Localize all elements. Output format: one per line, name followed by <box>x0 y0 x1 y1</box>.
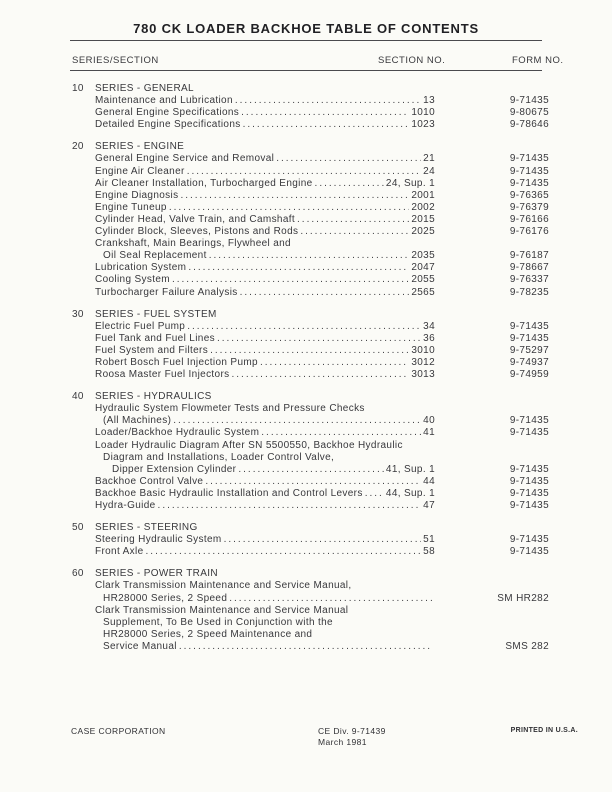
dot-leader <box>158 500 422 512</box>
series-number-column <box>72 287 95 299</box>
toc-entry-line <box>72 357 549 369</box>
footer-company: CASE CORPORATION <box>71 726 166 736</box>
entry-section-no: 34 <box>423 320 435 332</box>
entry-body <box>95 403 435 415</box>
toc-entry-line <box>72 605 549 617</box>
entry-label: Front Axle <box>95 546 144 558</box>
dot-leader <box>276 153 421 165</box>
toc-section-30 <box>72 309 549 382</box>
entry-form-no: 9-78235 <box>509 286 549 298</box>
toc-entry-line <box>72 476 549 488</box>
toc-entry-line <box>72 345 549 357</box>
entry-section-no: 2047 <box>411 262 435 274</box>
series-number-column <box>72 464 95 476</box>
entry-section-no: 2015 <box>411 213 435 225</box>
section-heading-row <box>72 522 549 534</box>
col-header-form-no: FORM NO. <box>512 55 564 66</box>
toc-entry-line <box>72 617 549 629</box>
series-number-column <box>72 250 95 262</box>
entry-label: Steering Hydraulic System <box>95 534 222 546</box>
entry-section-no: 3010 <box>411 344 435 356</box>
entry-form-no <box>435 605 549 617</box>
series-number-column <box>72 238 95 250</box>
column-headers <box>0 55 612 67</box>
entry-form-no: SMS 282 <box>505 640 549 652</box>
entry-label: Diagram and Installations, Loader Control Valve, <box>103 451 335 463</box>
entry-form-no: 9-71435 <box>509 165 549 177</box>
entry-label: (All Machines) <box>103 415 172 427</box>
entry-body <box>95 238 435 250</box>
entry-label: Engine Diagnosis <box>95 189 179 201</box>
dot-leader <box>297 214 409 226</box>
entry-label: Loader/Backhoe Hydraulic System <box>95 427 260 439</box>
series-number-column <box>72 546 95 558</box>
entry-form-no: 9-78646 <box>509 119 549 131</box>
entry-label: Clark Transmission Maintenance and Service Manual, <box>95 580 352 592</box>
series-number-column <box>72 274 95 286</box>
series-number-column <box>72 593 95 605</box>
entry-section-no: 2035 <box>411 250 435 262</box>
series-number-column <box>72 440 95 452</box>
col-header-series-section: SERIES/SECTION <box>72 55 159 66</box>
footer-publication-info <box>318 726 386 747</box>
series-number-column <box>72 95 95 107</box>
toc-entry-line <box>72 250 549 262</box>
series-number-column <box>72 580 95 592</box>
entry-label: Maintenance and Lubrication <box>95 95 233 107</box>
series-number-column <box>72 214 95 226</box>
entry-section-no: 41, Sup. 1 <box>385 463 435 475</box>
entry-form-no: 9-71435 <box>509 475 549 487</box>
series-number-column <box>72 629 95 641</box>
entry-body <box>95 476 435 488</box>
entry-form-no: 9-76337 <box>509 274 549 286</box>
entry-body <box>95 464 435 476</box>
series-number: 30 <box>72 308 84 320</box>
entry-form-no <box>435 617 549 629</box>
section-heading-text: SERIES - HYDRAULICS <box>95 391 212 403</box>
series-number-column <box>72 476 95 488</box>
entry-form-no <box>435 452 549 464</box>
dot-leader <box>179 641 433 653</box>
series-number-column <box>72 321 95 333</box>
series-number-column <box>72 427 95 439</box>
entry-body <box>95 345 435 357</box>
dot-leader <box>224 534 422 546</box>
entry-form-no: SM HR282 <box>497 592 549 604</box>
series-number: 60 <box>72 568 84 580</box>
entry-body <box>95 605 435 617</box>
toc-entry-line <box>72 440 549 452</box>
entry-label: Fuel System and Filters <box>95 344 209 356</box>
toc-entry-line <box>72 580 549 592</box>
section-heading-text: SERIES - STEERING <box>95 522 198 534</box>
entry-body <box>95 534 435 546</box>
entry-form-no: 9-71435 <box>509 332 549 344</box>
entry-body <box>95 190 435 202</box>
entry-body <box>95 593 435 605</box>
toc-entry-line <box>72 238 549 250</box>
entry-body <box>95 629 435 641</box>
series-number: 20 <box>72 141 84 153</box>
entry-body <box>95 166 435 178</box>
entry-body <box>95 214 435 226</box>
toc-entry-line <box>72 369 549 381</box>
series-number-column <box>72 369 95 381</box>
series-number-column <box>72 107 95 119</box>
toc-entry-line <box>72 593 549 605</box>
entry-label: Cylinder Head, Valve Train, and Camshaft <box>95 213 296 225</box>
entry-label: Clark Transmission Maintenance and Service Manual <box>95 604 349 616</box>
entry-label: Engine Tuneup <box>95 201 167 213</box>
dot-leader <box>229 593 433 605</box>
dot-leader <box>188 262 409 274</box>
entry-label: Cooling System <box>95 274 170 286</box>
series-number-column <box>72 153 95 165</box>
series-number-column <box>72 403 95 415</box>
entry-form-no: 9-71435 <box>509 500 549 511</box>
entry-label: Hydra-Guide <box>95 500 156 511</box>
entry-body <box>95 274 435 286</box>
entry-body <box>95 250 435 262</box>
entry-section-no: 24, Sup. 1 <box>385 177 435 189</box>
entry-section-no: 36 <box>423 332 435 344</box>
dot-leader <box>205 476 421 488</box>
toc-entry-line <box>72 178 549 190</box>
toc-entry-line <box>72 333 549 345</box>
toc-entry-line <box>72 641 549 653</box>
toc-entry-line <box>72 488 549 500</box>
series-number-column <box>72 333 95 345</box>
series-number-column <box>72 452 95 464</box>
section-heading-text: SERIES - GENERAL <box>95 83 194 94</box>
entry-form-no: 9-76365 <box>509 189 549 201</box>
entry-form-no: 9-76176 <box>509 226 549 238</box>
entry-body <box>95 546 435 558</box>
series-number-column <box>72 262 95 274</box>
dot-leader <box>180 190 409 202</box>
entry-section-no: 40 <box>423 415 435 427</box>
entry-section-no: 3013 <box>411 369 435 381</box>
toc-entry-line <box>72 534 549 546</box>
entry-form-no: 9-71435 <box>509 546 549 558</box>
entry-form-no <box>435 238 549 250</box>
entry-form-no: 9-71435 <box>509 427 549 439</box>
toc-entry-line <box>72 464 549 476</box>
section-heading-row <box>72 309 549 321</box>
toc-entry-line <box>72 629 549 641</box>
entry-body <box>95 178 435 190</box>
toc-entry-line <box>72 262 549 274</box>
series-number-column <box>72 202 95 214</box>
entry-body <box>95 440 435 452</box>
dot-leader <box>232 369 410 381</box>
series-number-column <box>72 345 95 357</box>
entry-section-no: 44 <box>423 475 435 487</box>
entry-form-no <box>435 629 549 641</box>
dot-leader <box>146 546 422 558</box>
entry-label: Engine Air Cleaner <box>95 165 185 177</box>
series-number-column <box>72 605 95 617</box>
entry-body <box>95 580 435 592</box>
entry-form-no: 9-71435 <box>509 415 549 427</box>
toc-entry-line <box>72 287 549 299</box>
entry-section-no: 2055 <box>411 274 435 286</box>
dot-leader <box>243 119 410 131</box>
entry-label: Supplement, To Be Used in Conjunction with the <box>103 616 333 628</box>
entry-section-no: 2001 <box>411 189 435 201</box>
entry-section-no: 58 <box>423 546 435 558</box>
entry-label: Cylinder Block, Sleeves, Pistons and Rods <box>95 226 299 238</box>
dot-leader <box>300 226 409 238</box>
entry-form-no: 9-76166 <box>509 213 549 225</box>
series-number-column <box>72 357 95 369</box>
dot-leader <box>217 333 421 345</box>
entry-section-no: 41 <box>423 427 435 439</box>
entry-form-no: 9-76187 <box>509 250 549 262</box>
toc-entry-line <box>72 500 549 512</box>
entry-label: Detailed Engine Specifications <box>95 119 241 131</box>
entry-form-no: 9-71435 <box>509 534 549 546</box>
title-underline-rule <box>70 40 542 41</box>
entry-section-no: 1023 <box>411 119 435 131</box>
section-heading-row <box>72 141 549 153</box>
dot-leader <box>173 415 421 427</box>
entry-label: Fuel Tank and Fuel Lines <box>95 332 215 344</box>
entry-form-no: 9-71435 <box>509 487 549 499</box>
series-number-column <box>72 641 95 653</box>
toc-entry-line <box>72 427 549 439</box>
toc-entry-line <box>72 153 549 165</box>
dot-leader <box>365 488 384 500</box>
series-number-column <box>72 190 95 202</box>
entry-section-no: 2025 <box>411 226 435 238</box>
entry-form-no: 9-76379 <box>509 201 549 213</box>
entry-section-no: 1010 <box>411 107 435 119</box>
entry-section-no: 51 <box>423 534 435 546</box>
entry-form-no: 9-74959 <box>509 369 549 381</box>
entry-label: General Engine Service and Removal <box>95 153 275 165</box>
series-number-column <box>72 617 95 629</box>
entry-label: Roosa Master Fuel Injectors <box>95 369 230 381</box>
series-number-column <box>72 415 95 427</box>
dot-leader <box>187 166 421 178</box>
entry-label: Robert Bosch Fuel Injection Pump <box>95 356 258 368</box>
dot-leader <box>240 287 410 299</box>
entry-label: Electric Fuel Pump <box>95 320 186 332</box>
entry-label: Turbocharger Failure Analysis <box>95 286 238 298</box>
section-heading-text: SERIES - POWER TRAIN <box>95 568 218 580</box>
series-number: 50 <box>72 522 84 534</box>
entry-form-no: 9-78667 <box>509 262 549 274</box>
dot-leader <box>238 464 384 476</box>
entry-label: Loader Hydraulic Diagram After SN 5500550, Backhoe Hydraulic <box>95 439 403 451</box>
footer-division: CE Div. 9-71439 <box>318 726 386 736</box>
section-heading-text: SERIES - ENGINE <box>95 141 185 153</box>
toc-entry-line <box>72 546 549 558</box>
page-footer <box>0 724 612 754</box>
dot-leader <box>315 178 384 190</box>
dot-leader <box>260 357 409 369</box>
entry-body <box>95 641 435 653</box>
dot-leader <box>169 202 410 214</box>
entry-label: Lubrication System <box>95 262 187 274</box>
entry-form-no: 9-71435 <box>509 153 549 165</box>
section-heading-row <box>72 391 549 403</box>
entry-form-no <box>435 580 549 592</box>
toc-entry-line <box>72 226 549 238</box>
entry-body <box>95 357 435 369</box>
entry-body <box>95 153 435 165</box>
page-title: 780 CK LOADER BACKHOE TABLE OF CONTENTS <box>133 21 479 36</box>
dot-leader <box>187 321 421 333</box>
entry-section-no: 21 <box>423 153 435 165</box>
entry-body <box>95 452 435 464</box>
entry-body <box>95 369 435 381</box>
entry-body <box>95 287 435 299</box>
series-number-column <box>72 166 95 178</box>
entry-label: Service Manual <box>103 640 177 652</box>
entry-label: Dipper Extension Cylinder <box>112 463 237 475</box>
entry-body <box>95 415 435 427</box>
entry-label: Backhoe Control Valve <box>95 475 204 487</box>
entry-label: Crankshaft, Main Bearings, Flywheel and <box>95 238 291 250</box>
series-number-column <box>72 226 95 238</box>
header-underline-rule <box>70 70 542 71</box>
entry-form-no: 9-71435 <box>509 320 549 332</box>
entry-label: General Engine Specifications <box>95 107 240 119</box>
entry-form-no: 9-80675 <box>509 107 549 119</box>
entry-body <box>95 427 435 439</box>
toc-section-40 <box>72 391 549 512</box>
toc-entry-line <box>72 190 549 202</box>
entry-label: Backhoe Basic Hydraulic Installation and Control Levers <box>95 487 363 499</box>
toc-entry-line <box>72 107 549 119</box>
footer-date: March 1981 <box>318 736 367 747</box>
entry-body <box>95 500 435 512</box>
series-number-column <box>72 500 95 512</box>
entry-form-no: 9-75297 <box>509 344 549 356</box>
entry-form-no: 9-71435 <box>509 177 549 189</box>
entry-body <box>95 262 435 274</box>
dot-leader <box>241 107 409 119</box>
section-heading-row <box>72 568 549 580</box>
entry-label: HR28000 Series, 2 Speed Maintenance and <box>103 628 313 640</box>
series-number-column <box>72 178 95 190</box>
entry-label: HR28000 Series, 2 Speed <box>103 592 228 604</box>
series-number: 10 <box>72 83 84 94</box>
table-of-contents <box>72 83 549 653</box>
entry-section-no: 3012 <box>411 356 435 368</box>
toc-entry-line <box>72 321 549 333</box>
entry-section-no: 24 <box>423 165 435 177</box>
toc-entry-line <box>72 119 549 131</box>
toc-entry-line <box>72 415 549 427</box>
entry-section-no: 2565 <box>411 286 435 298</box>
toc-entry-line <box>72 166 549 178</box>
entry-body <box>95 488 435 500</box>
entry-section-no: 44, Sup. 1 <box>385 487 435 499</box>
section-heading-row <box>72 83 549 95</box>
entry-section-no: 2002 <box>411 201 435 213</box>
dot-leader <box>172 274 409 286</box>
series-number-column <box>72 119 95 131</box>
toc-entry-line <box>72 214 549 226</box>
entry-body <box>95 333 435 345</box>
toc-entry-line <box>72 274 549 286</box>
toc-entry-line <box>72 202 549 214</box>
section-heading-text: SERIES - FUEL SYSTEM <box>95 308 217 320</box>
col-header-section-no: SECTION NO. <box>378 55 446 66</box>
entry-form-no: 9-71435 <box>509 463 549 475</box>
entry-label: Hydraulic System Flowmeter Tests and Pressure Checks <box>95 403 365 415</box>
dot-leader <box>209 250 410 262</box>
entry-body <box>95 617 435 629</box>
entry-body <box>95 321 435 333</box>
entry-form-no: 9-71435 <box>509 95 549 107</box>
entry-body <box>95 95 435 107</box>
entry-body <box>95 119 435 131</box>
entry-form-no: 9-74937 <box>509 356 549 368</box>
entry-form-no <box>435 403 549 415</box>
footer-printed-in-usa: PRINTED IN U.S.A. <box>510 727 578 734</box>
toc-section-20 <box>72 141 549 298</box>
series-number: 40 <box>72 391 84 403</box>
entry-section-no: 47 <box>423 500 435 511</box>
entry-label: Air Cleaner Installation, Turbocharged Engine <box>95 177 313 189</box>
series-number-column <box>72 488 95 500</box>
entry-section-no: 13 <box>423 95 435 107</box>
toc-entry-line <box>72 403 549 415</box>
entry-body <box>95 202 435 214</box>
toc-entry-line <box>72 452 549 464</box>
entry-label: Oil Seal Replacement <box>103 250 207 262</box>
series-number-column <box>72 534 95 546</box>
dot-leader <box>210 345 409 357</box>
toc-section-10 <box>72 83 549 131</box>
entry-body <box>95 226 435 238</box>
entry-body <box>95 107 435 119</box>
toc-section-60 <box>72 568 549 653</box>
dot-leader <box>235 95 421 107</box>
dot-leader <box>261 427 421 439</box>
toc-section-50 <box>72 522 549 558</box>
toc-entry-line <box>72 95 549 107</box>
entry-form-no <box>435 440 549 452</box>
